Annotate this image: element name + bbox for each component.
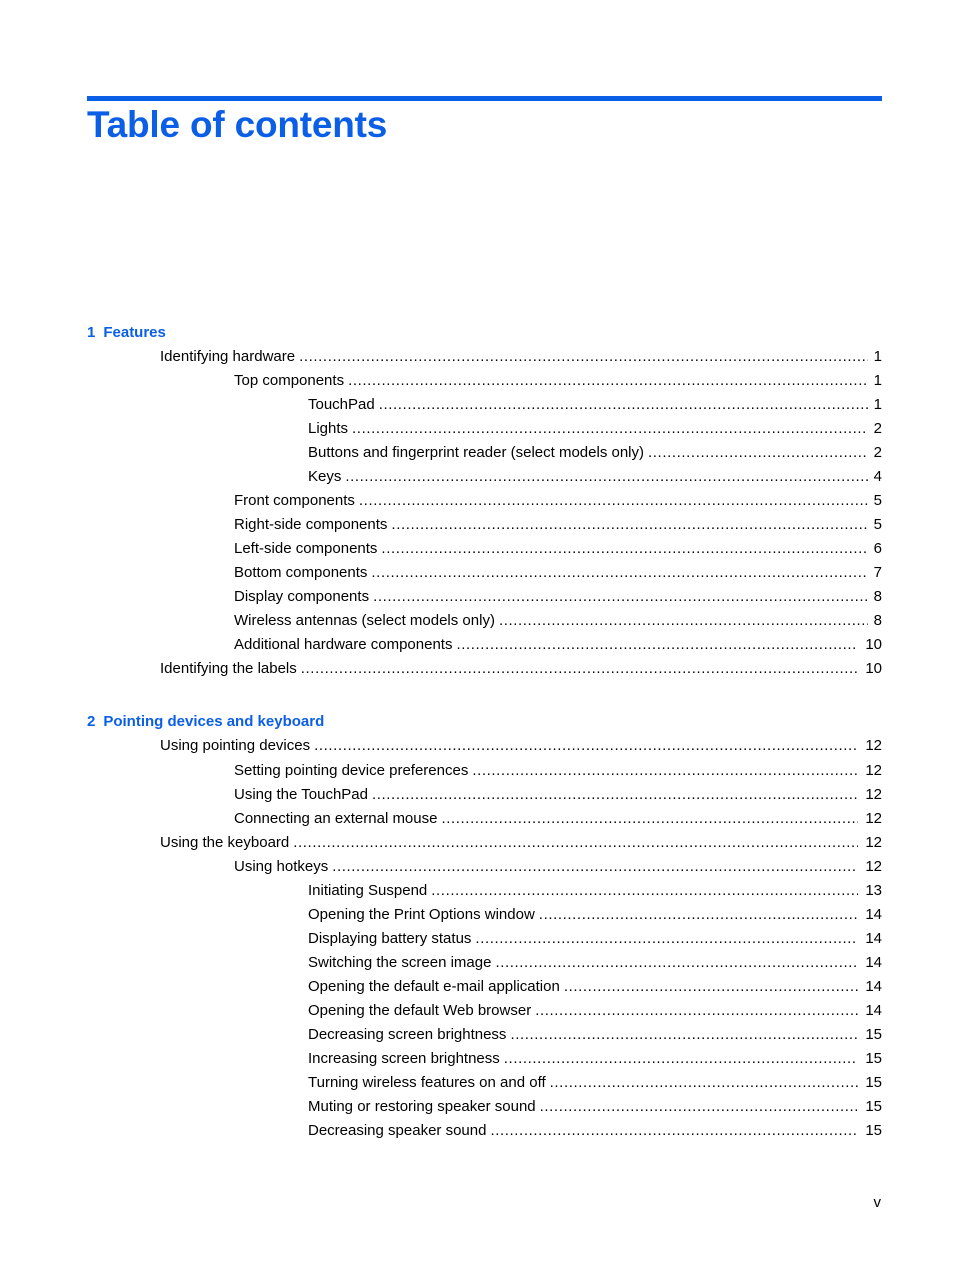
dot-leader: [379, 396, 868, 414]
toc-entry-page: 15: [865, 1050, 882, 1067]
toc-entry-page: 2: [873, 420, 882, 437]
toc-entry-label: Top components: [234, 372, 345, 389]
dot-leader: [293, 834, 858, 852]
dot-leader: [495, 954, 858, 972]
toc-entry-using-touchpad[interactable]: [234, 784, 882, 804]
toc-entry-using-pointing-devices[interactable]: [160, 735, 882, 755]
dot-leader: [564, 978, 858, 996]
toc-entry-label: Decreasing speaker sound: [308, 1122, 487, 1139]
toc-entry-page: 5: [873, 492, 882, 509]
page-title: Table of contents: [87, 104, 388, 145]
dot-leader: [299, 348, 868, 366]
toc-entry-label: Connecting an external mouse: [234, 810, 438, 827]
dot-leader: [535, 1002, 858, 1020]
chapter-heading-1[interactable]: [87, 324, 166, 342]
toc-entry-page: 2: [873, 444, 882, 461]
toc-entry-label: Muting or restoring speaker sound: [308, 1098, 536, 1115]
toc-entry-label: Front components: [234, 492, 355, 509]
toc-entry-additional-hardware[interactable]: [234, 634, 882, 654]
dot-leader: [540, 1098, 858, 1116]
dot-leader: [381, 540, 868, 558]
toc-entry-label: Using hotkeys: [234, 858, 329, 875]
toc-entry-right-side-components[interactable]: [234, 514, 882, 534]
dot-leader: [550, 1074, 858, 1092]
dot-leader: [456, 636, 858, 654]
toc-entry-page: 12: [865, 858, 882, 875]
toc-entry-using-keyboard[interactable]: [160, 832, 882, 852]
dot-leader: [391, 516, 868, 534]
toc-entry-page: 14: [865, 978, 882, 995]
dot-leader: [373, 588, 868, 606]
toc-entry-front-components[interactable]: [234, 490, 882, 510]
dot-leader: [301, 660, 858, 678]
toc-entry-page: 15: [865, 1074, 882, 1091]
toc-entry-identifying-hardware[interactable]: [160, 346, 882, 366]
dot-leader: [472, 762, 858, 780]
chapter-heading-2[interactable]: [87, 713, 324, 731]
dot-leader: [352, 420, 868, 438]
dot-leader: [431, 882, 858, 900]
chapter-number: 2: [87, 713, 96, 730]
toc-entry-label: Identifying the labels: [160, 660, 297, 677]
toc-entry-wireless-features[interactable]: [308, 1072, 882, 1092]
dot-leader: [499, 612, 868, 630]
toc-entry-page: 8: [873, 612, 882, 629]
toc-entry-keys[interactable]: [308, 466, 882, 486]
toc-entry-label: Right-side components: [234, 516, 388, 533]
toc-entry-label: Initiating Suspend: [308, 882, 428, 899]
toc-entry-page: 14: [865, 1002, 882, 1019]
toc-entry-label: Keys: [308, 468, 342, 485]
toc-entry-label: Additional hardware components: [234, 636, 453, 653]
toc-entry-identifying-labels[interactable]: [160, 658, 882, 678]
toc-entry-touchpad[interactable]: [308, 394, 882, 414]
toc-entry-page: 15: [865, 1098, 882, 1115]
toc-entry-muting-sound[interactable]: [308, 1096, 882, 1116]
toc-entry-buttons-fingerprint[interactable]: [308, 442, 882, 462]
toc-entry-top-components[interactable]: [234, 370, 882, 390]
dot-leader: [475, 930, 858, 948]
toc-entry-pointing-device-preferences[interactable]: [234, 760, 882, 780]
toc-entry-page: 12: [865, 834, 882, 851]
dot-leader: [539, 906, 858, 924]
dot-leader: [345, 468, 868, 486]
toc-entry-page: 14: [865, 954, 882, 971]
toc-entry-page: 1: [873, 372, 882, 389]
toc-entry-display-components[interactable]: [234, 586, 882, 606]
toc-entry-label: Turning wireless features on and off: [308, 1074, 546, 1091]
toc-entry-label: Increasing screen brightness: [308, 1050, 500, 1067]
toc-entry-page: 14: [865, 930, 882, 947]
footer-page-number: v: [873, 1194, 881, 1211]
toc-entry-label: Using the TouchPad: [234, 786, 368, 803]
toc-entry-label: Wireless antennas (select models only): [234, 612, 495, 629]
dot-leader: [648, 444, 868, 462]
toc-entry-label: Opening the Print Options window: [308, 906, 535, 923]
toc-entry-page: 12: [865, 762, 882, 779]
toc-entry-page: 7: [873, 564, 882, 581]
toc-entry-page: 12: [865, 737, 882, 754]
toc-entry-bottom-components[interactable]: [234, 562, 882, 582]
toc-entry-web-browser[interactable]: [308, 1000, 882, 1020]
dot-leader: [359, 492, 868, 510]
toc-entry-battery-status[interactable]: [308, 928, 882, 948]
toc-entry-left-side-components[interactable]: [234, 538, 882, 558]
toc-entry-page: 6: [873, 540, 882, 557]
toc-entry-label: Decreasing screen brightness: [308, 1026, 507, 1043]
toc-entry-label: TouchPad: [308, 396, 375, 413]
toc-entry-page: 10: [865, 636, 882, 653]
toc-entry-label: Setting pointing device preferences: [234, 762, 469, 779]
dot-leader: [371, 564, 868, 582]
toc-entry-page: 13: [865, 882, 882, 899]
toc-entry-increasing-brightness[interactable]: [308, 1048, 882, 1068]
chapter-title: Features: [103, 324, 166, 341]
toc-entry-page: 12: [865, 810, 882, 827]
dot-leader: [348, 372, 868, 390]
dot-leader: [441, 810, 858, 828]
dot-leader: [332, 858, 858, 876]
dot-leader: [372, 786, 858, 804]
toc-entry-decreasing-speaker-sound[interactable]: [308, 1120, 882, 1140]
toc-entry-initiating-suspend[interactable]: [308, 880, 882, 900]
toc-entry-label: Using pointing devices: [160, 737, 311, 754]
toc-entry-page: 5: [873, 516, 882, 533]
toc-entry-label: Displaying battery status: [308, 930, 472, 947]
toc-entry-label: Switching the screen image: [308, 954, 492, 971]
toc-entry-page: 1: [873, 396, 882, 413]
dot-leader: [490, 1122, 858, 1140]
toc-entry-print-options[interactable]: [308, 904, 882, 924]
toc-entry-email-application[interactable]: [308, 976, 882, 996]
chapter-number: 1: [87, 324, 96, 341]
toc-entry-page: 1: [873, 348, 882, 365]
chapter-title: Pointing devices and keyboard: [103, 713, 325, 730]
toc-entry-label: Bottom components: [234, 564, 368, 581]
toc-entry-external-mouse[interactable]: [234, 808, 882, 828]
toc-entry-label: Identifying hardware: [160, 348, 296, 365]
toc-entry-lights[interactable]: [308, 418, 882, 438]
toc-entry-page: 10: [865, 660, 882, 677]
toc-entry-page: 8: [873, 588, 882, 605]
toc-entry-page: 4: [873, 468, 882, 485]
toc-entry-wireless-antennas[interactable]: [234, 610, 882, 630]
toc-entry-label: Buttons and fingerprint reader (select models only): [308, 444, 645, 461]
toc-entry-label: Display components: [234, 588, 370, 605]
dot-leader: [504, 1050, 858, 1068]
toc-entry-page: 15: [865, 1026, 882, 1043]
toc-entry-decreasing-brightness[interactable]: [308, 1024, 882, 1044]
toc-entry-using-hotkeys[interactable]: [234, 856, 882, 876]
toc-entry-page: 14: [865, 906, 882, 923]
dot-leader: [314, 737, 858, 755]
toc-entry-label: Left-side components: [234, 540, 378, 557]
dot-leader: [510, 1026, 858, 1044]
toc-entry-label: Using the keyboard: [160, 834, 290, 851]
toc-entry-label: Lights: [308, 420, 349, 437]
toc-entry-switching-screen-image[interactable]: [308, 952, 882, 972]
toc-entry-page: 12: [865, 786, 882, 803]
toc-entry-label: Opening the default Web browser: [308, 1002, 532, 1019]
toc-entry-page: 15: [865, 1122, 882, 1139]
toc-entry-label: Opening the default e-mail application: [308, 978, 560, 995]
